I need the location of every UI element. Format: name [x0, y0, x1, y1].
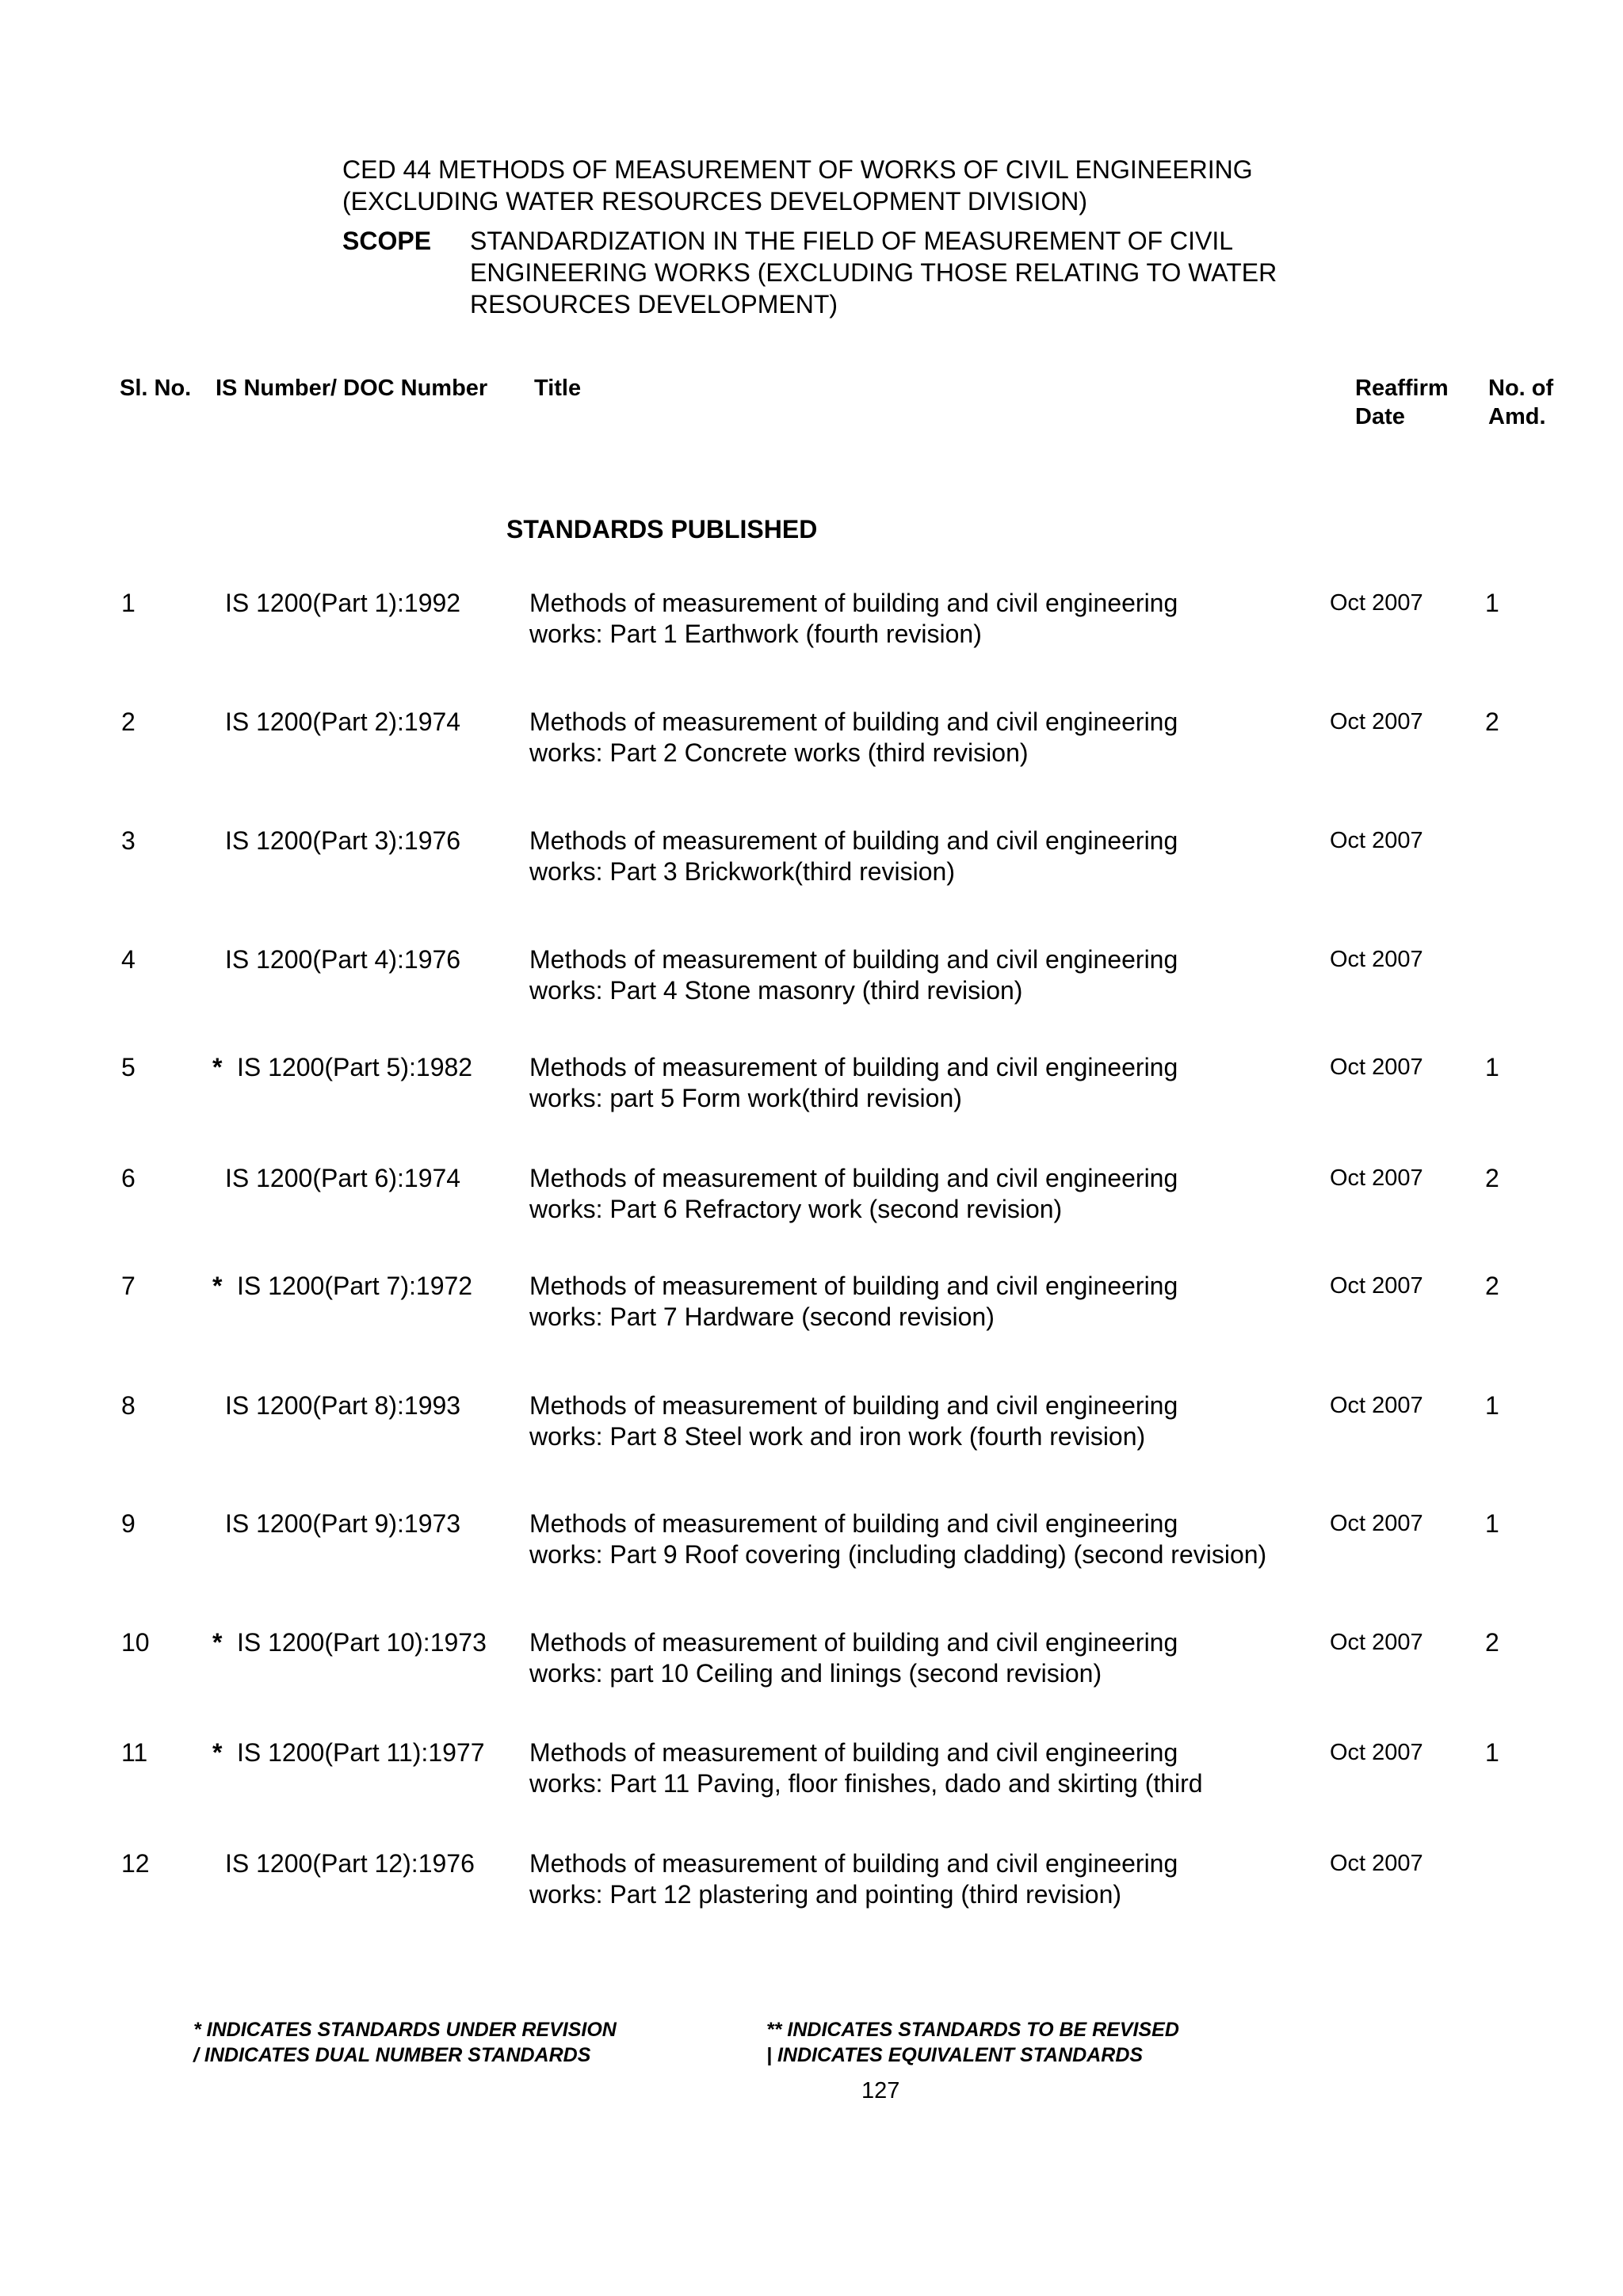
committee-title-line2: (EXCLUDING WATER RESOURCES DEVELOPMENT DIVISION) [342, 187, 1087, 215]
is-number-cell: IS 1200(Part 4):1976 [225, 945, 461, 974]
column-header-amendments [1488, 374, 1553, 431]
title-line-2: works: Part 3 Brickwork(third revision) [529, 857, 955, 886]
scope-line: ENGINEERING WORKS (EXCLUDING THOSE RELATING TO WATER [470, 258, 1277, 287]
title-line-2: works: Part 11 Paving, floor finishes, dado and skirting (third [529, 1769, 1203, 1798]
sl-no-cell: 5 [121, 1053, 136, 1081]
scope-label: SCOPE [342, 227, 432, 255]
reaffirm-date-cell: Oct 2007 [1330, 947, 1423, 972]
title-line-1: Methods of measurement of building and civil engineering [529, 1628, 1178, 1657]
title-line-2: works: Part 4 Stone masonry (third revision) [529, 976, 1023, 1005]
revision-marker: * [212, 1053, 223, 1081]
amendments-cell: 1 [1485, 1509, 1499, 1538]
title-line-1: Methods of measurement of building and civil engineering [529, 589, 1178, 617]
title-line-1: Methods of measurement of building and civil engineering [529, 707, 1178, 736]
title-line-1: Methods of measurement of building and civil engineering [529, 1509, 1178, 1538]
revision-marker: * [212, 1272, 223, 1300]
reaffirm-date-cell: Oct 2007 [1330, 1273, 1423, 1299]
scope-line: RESOURCES DEVELOPMENT) [470, 290, 838, 318]
amendments-cell: 1 [1485, 1053, 1499, 1081]
legend-dual-number: / INDICATES DUAL NUMBER STANDARDS [193, 2044, 591, 2066]
title-line-2: works: Part 6 Refractory work (second revision) [529, 1195, 1063, 1223]
column-header-amendments-line2: Amd. [1488, 404, 1546, 429]
page-number: 127 [861, 2078, 900, 2103]
sl-no-cell: 10 [121, 1628, 150, 1657]
title-line-1: Methods of measurement of building and civil engineering [529, 1391, 1178, 1420]
title-line-2: works: Part 8 Steel work and iron work (fourth revision) [529, 1422, 1146, 1451]
reaffirm-date-cell: Oct 2007 [1330, 1393, 1423, 1418]
column-header-reaffirm [1355, 374, 1449, 431]
sl-no-cell: 11 [121, 1738, 148, 1767]
title-line-2: works: Part 7 Hardware (second revision) [529, 1302, 995, 1331]
amendments-cell: 2 [1485, 707, 1499, 736]
scope-text [470, 225, 1277, 320]
title-line-2: works: part 10 Ceiling and linings (second revision) [529, 1659, 1102, 1688]
amendments-cell: 2 [1485, 1164, 1499, 1192]
title-line-1: Methods of measurement of building and civil engineering [529, 1164, 1178, 1192]
column-header-amendments-line1: No. of [1488, 376, 1554, 401]
reaffirm-date-cell: Oct 2007 [1330, 590, 1423, 616]
is-number-cell: IS 1200(Part 12):1976 [225, 1849, 475, 1878]
column-header-reaffirm-line1: Reaffirm [1355, 376, 1449, 401]
reaffirm-date-cell: Oct 2007 [1330, 1630, 1423, 1655]
reaffirm-date-cell: Oct 2007 [1330, 1740, 1423, 1765]
sl-no-cell: 9 [121, 1509, 136, 1538]
sl-no-cell: 4 [121, 945, 136, 974]
is-number-cell: IS 1200(Part 11):1977 [237, 1738, 485, 1767]
amendments-cell: 1 [1485, 1738, 1499, 1767]
title-line-1: Methods of measurement of building and civil engineering [529, 945, 1178, 974]
sl-no-cell: 8 [121, 1391, 136, 1420]
column-header-title: Title [534, 376, 582, 401]
amendments-cell: 1 [1485, 589, 1499, 617]
sl-no-cell: 2 [121, 707, 136, 736]
title-line-2: works: Part 12 plastering and pointing (third revision) [529, 1880, 1122, 1909]
column-header-reaffirm-line2: Date [1355, 404, 1405, 429]
sl-no-cell: 7 [121, 1272, 136, 1300]
sl-no-cell: 1 [121, 589, 136, 617]
is-number-cell: IS 1200(Part 10):1973 [237, 1628, 487, 1657]
is-number-cell: IS 1200(Part 6):1974 [225, 1164, 461, 1192]
sl-no-cell: 12 [121, 1849, 150, 1878]
reaffirm-date-cell: Oct 2007 [1330, 1851, 1423, 1876]
revision-marker: * [212, 1738, 223, 1767]
reaffirm-date-cell: Oct 2007 [1330, 1165, 1423, 1191]
sl-no-cell: 3 [121, 826, 136, 855]
is-number-cell: IS 1200(Part 3):1976 [225, 826, 461, 855]
title-line-2: works: part 5 Form work(third revision) [529, 1084, 962, 1112]
sl-no-cell: 6 [121, 1164, 136, 1192]
amendments-cell: 1 [1485, 1391, 1499, 1420]
amendments-cell: 2 [1485, 1628, 1499, 1657]
title-line-1: Methods of measurement of building and civil engineering [529, 1272, 1178, 1300]
is-number-cell: IS 1200(Part 1):1992 [225, 589, 461, 617]
reaffirm-date-cell: Oct 2007 [1330, 828, 1423, 853]
is-number-cell: IS 1200(Part 9):1973 [225, 1509, 461, 1538]
is-number-cell: IS 1200(Part 2):1974 [225, 707, 461, 736]
legend-under-revision: * INDICATES STANDARDS UNDER REVISION [193, 2019, 617, 2041]
section-title: STANDARDS PUBLISHED [506, 515, 818, 543]
is-number-cell: IS 1200(Part 7):1972 [237, 1272, 473, 1300]
title-line-1: Methods of measurement of building and civil engineering [529, 1738, 1178, 1767]
title-line-2: works: Part 1 Earthwork (fourth revision) [529, 620, 982, 648]
scope-line: STANDARDIZATION IN THE FIELD OF MEASUREMENT OF CIVIL [470, 227, 1234, 255]
column-header-sl-no: Sl. No. [120, 376, 192, 401]
amendments-cell: 2 [1485, 1272, 1499, 1300]
reaffirm-date-cell: Oct 2007 [1330, 1055, 1423, 1080]
is-number-cell: IS 1200(Part 5):1982 [237, 1053, 473, 1081]
legend-equivalent: | INDICATES EQUIVALENT STANDARDS [766, 2044, 1144, 2066]
title-line-1: Methods of measurement of building and civil engineering [529, 826, 1178, 855]
revision-marker: * [212, 1628, 223, 1657]
is-number-cell: IS 1200(Part 8):1993 [225, 1391, 461, 1420]
legend-to-be-revised: ** INDICATES STANDARDS TO BE REVISED [766, 2019, 1179, 2041]
reaffirm-date-cell: Oct 2007 [1330, 709, 1423, 734]
title-line-1: Methods of measurement of building and civil engineering [529, 1849, 1178, 1878]
title-line-2: works: Part 2 Concrete works (third revision) [529, 738, 1029, 767]
committee-title-line1: CED 44 METHODS OF MEASUREMENT OF WORKS OF CIVIL ENGINEERING [342, 155, 1253, 184]
title-line-1: Methods of measurement of building and civil engineering [529, 1053, 1178, 1081]
title-line-2: works: Part 9 Roof covering (including cladding) (second revision) [529, 1540, 1267, 1569]
reaffirm-date-cell: Oct 2007 [1330, 1511, 1423, 1536]
column-header-is-number: IS Number/ DOC Number [216, 376, 488, 401]
